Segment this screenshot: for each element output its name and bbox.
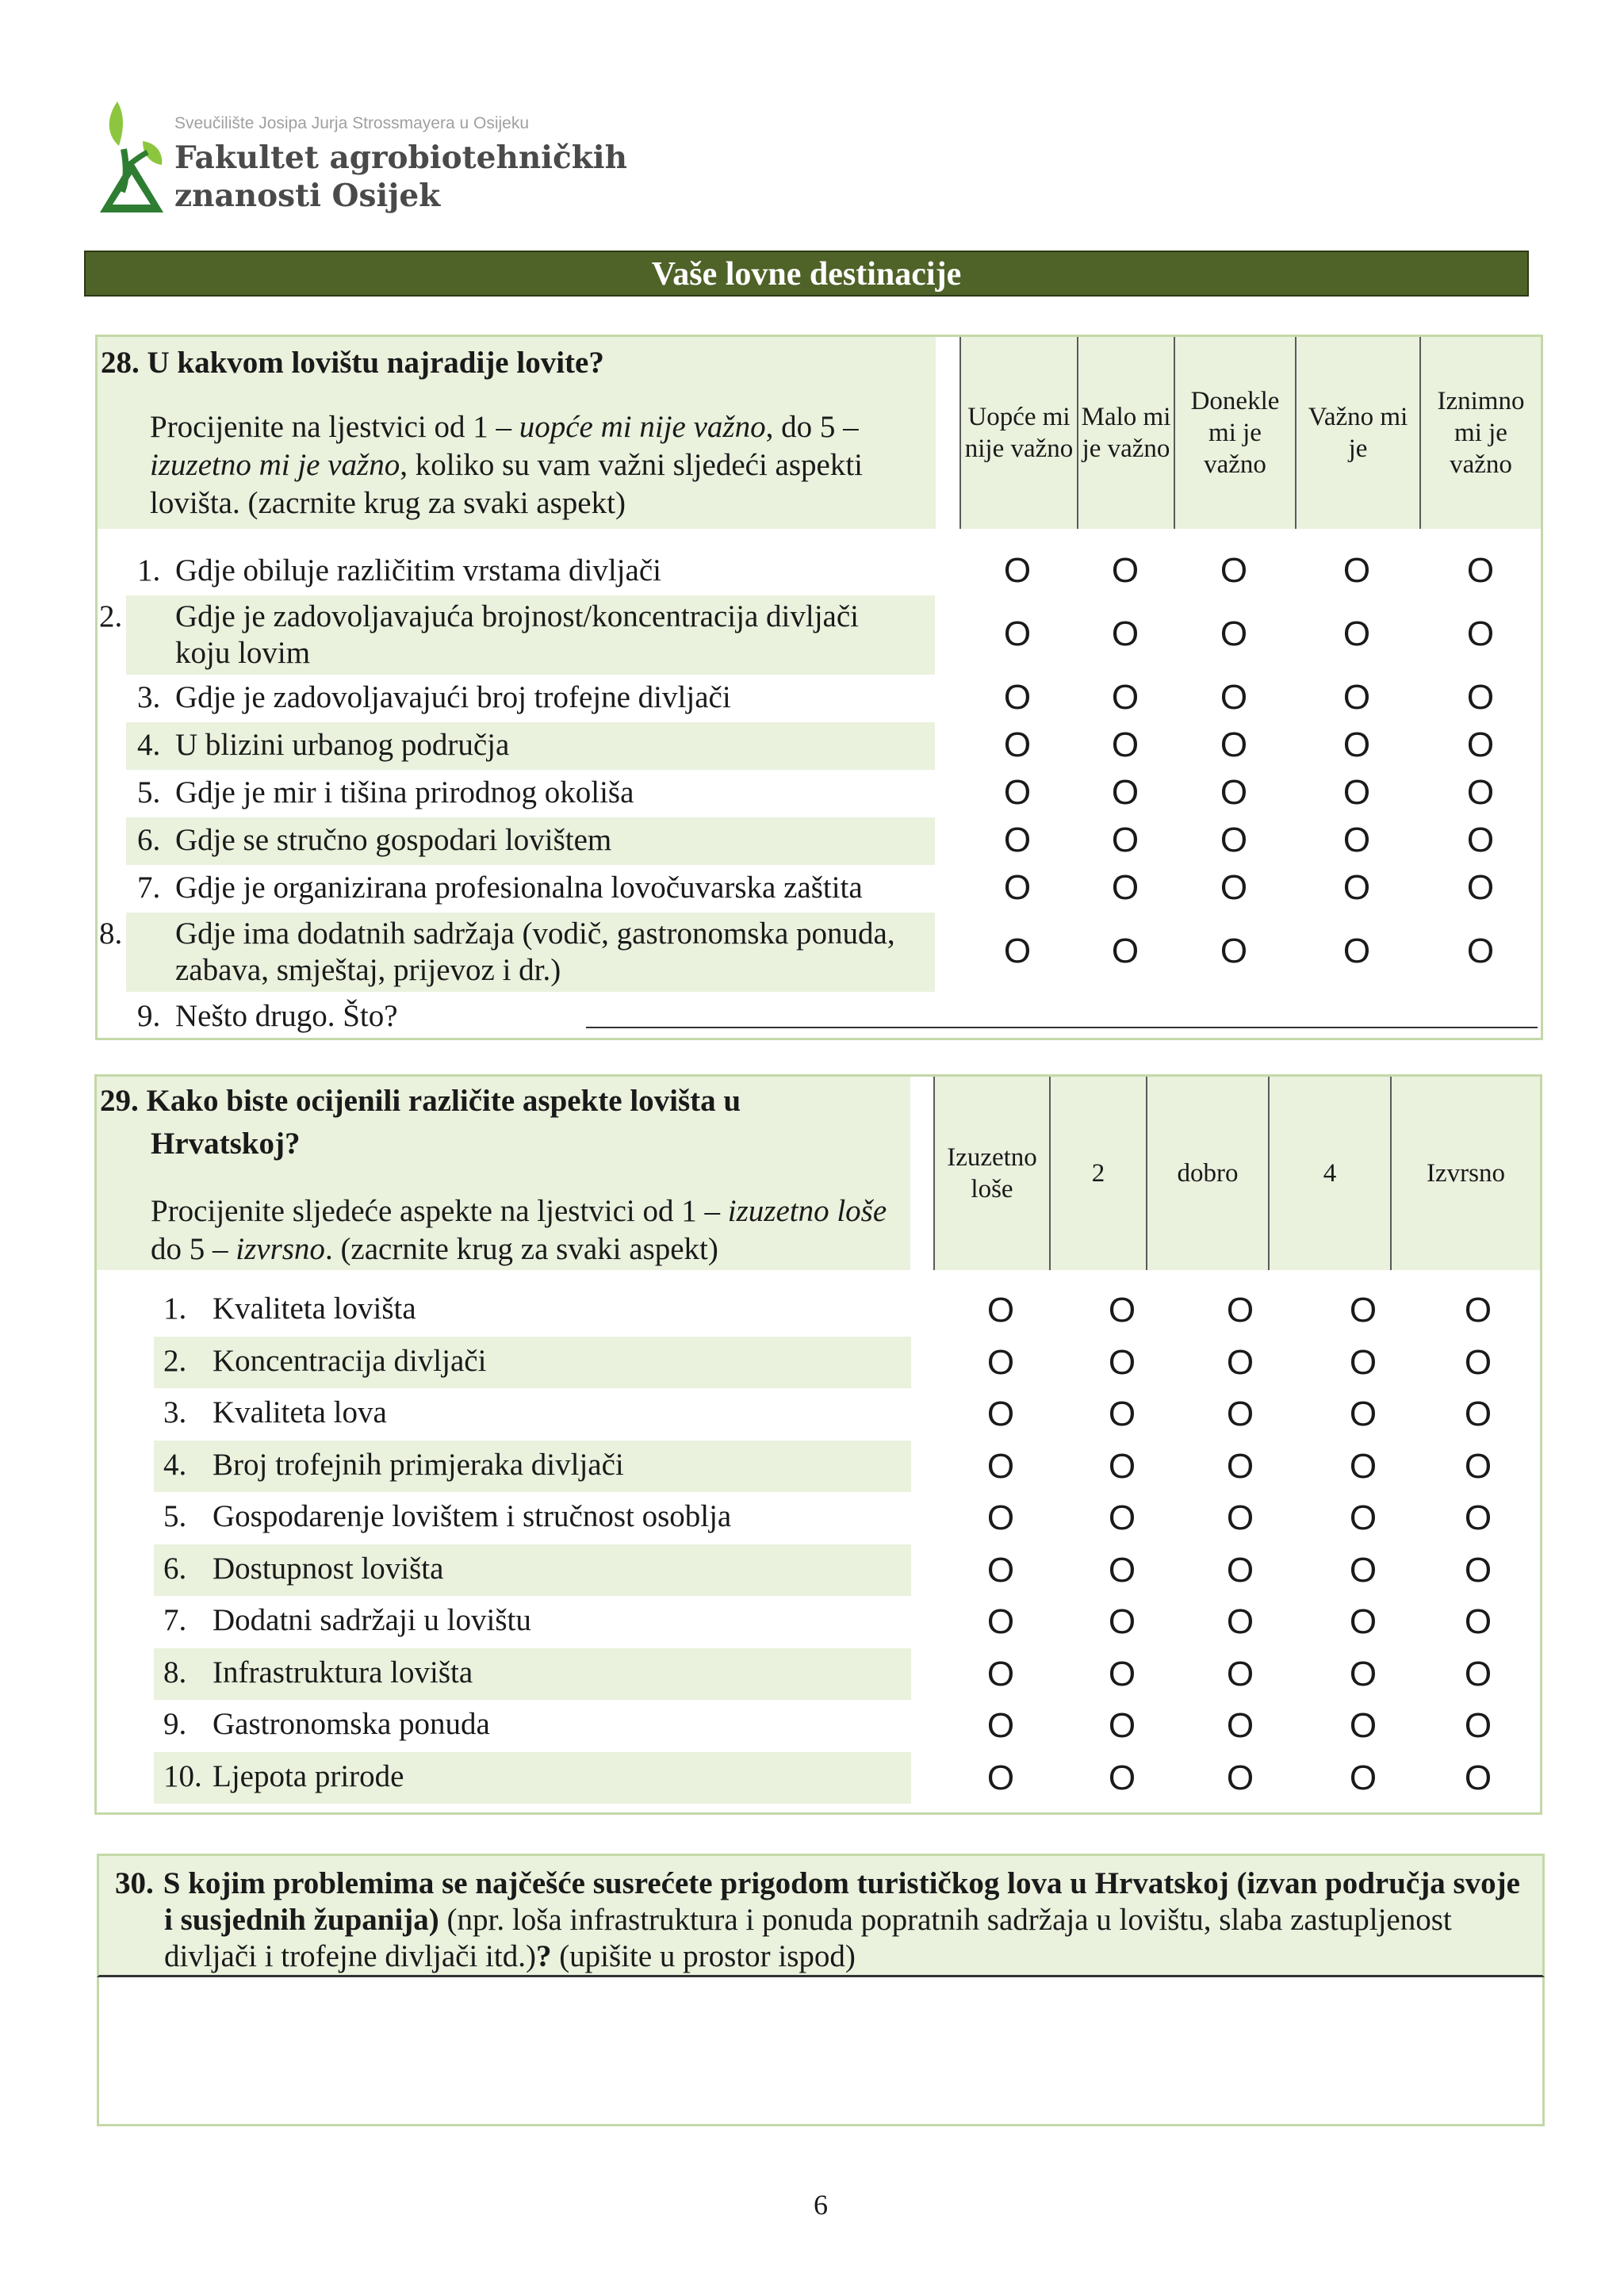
rating-circle[interactable]: O bbox=[1220, 614, 1248, 653]
rating-circle[interactable]: O bbox=[1220, 551, 1248, 590]
rating-circle[interactable]: O bbox=[1003, 773, 1032, 812]
question-30-answer-area[interactable] bbox=[97, 1977, 1545, 2126]
q29-row bbox=[154, 1700, 911, 1752]
rating-circle[interactable]: O bbox=[1466, 773, 1495, 812]
rating-circle[interactable]: O bbox=[1349, 1395, 1377, 1433]
question-29 bbox=[94, 1074, 1542, 1815]
q28-scale-5: Iznimno mi je važno bbox=[1419, 337, 1541, 529]
rating-circle[interactable]: O bbox=[1342, 932, 1371, 970]
rating-circle[interactable]: O bbox=[986, 1342, 1015, 1382]
faculty-logo bbox=[95, 94, 627, 220]
rating-circle[interactable]: O bbox=[1003, 614, 1032, 653]
rating-circle[interactable]: O bbox=[1003, 932, 1032, 970]
q29-row-label: 1. Kvaliteta lovišta bbox=[163, 1292, 416, 1326]
question-29-title-line-2: Hrvatskoj? bbox=[151, 1127, 301, 1161]
leaf-logo-icon bbox=[95, 94, 167, 219]
rating-circle[interactable]: O bbox=[1464, 1758, 1492, 1797]
rating-circle[interactable]: O bbox=[1466, 678, 1495, 717]
rating-circle[interactable]: O bbox=[1464, 1602, 1492, 1641]
university-name: Sveučilište Josipa Jurja Strossmayera u Osijeku bbox=[174, 114, 530, 132]
rating-circle[interactable]: O bbox=[1342, 868, 1371, 907]
rating-circle[interactable]: O bbox=[1466, 821, 1495, 859]
rating-circle[interactable]: O bbox=[1349, 1654, 1377, 1693]
q29-row bbox=[154, 1388, 911, 1441]
q29-row-label: 3. Kvaliteta lova bbox=[163, 1395, 387, 1429]
rating-circle[interactable]: O bbox=[1003, 551, 1032, 590]
q29-scale-3: dobro bbox=[1146, 1077, 1268, 1270]
rating-circle[interactable]: O bbox=[1464, 1654, 1492, 1693]
rating-circle[interactable]: O bbox=[1003, 868, 1032, 907]
rating-circle[interactable]: O bbox=[986, 1446, 1015, 1486]
q29-row bbox=[154, 1596, 911, 1648]
rating-circle[interactable]: O bbox=[1226, 1498, 1254, 1537]
rating-circle[interactable]: O bbox=[1349, 1342, 1377, 1382]
rating-circle[interactable]: O bbox=[1111, 868, 1139, 907]
rating-circle[interactable]: O bbox=[986, 1395, 1015, 1433]
rating-circle[interactable]: O bbox=[1226, 1446, 1254, 1486]
question-30 bbox=[97, 1854, 1545, 1977]
rating-circle[interactable]: O bbox=[1464, 1342, 1492, 1382]
rating-circle[interactable]: O bbox=[1466, 932, 1495, 970]
rating-circle[interactable]: O bbox=[1108, 1758, 1136, 1797]
rating-circle[interactable]: O bbox=[1342, 551, 1371, 590]
rating-circle[interactable]: O bbox=[1466, 725, 1495, 764]
faculty-name-line-1: Fakultet agrobiotehničkih bbox=[174, 140, 627, 176]
q29-row bbox=[154, 1441, 911, 1493]
rating-circle[interactable]: O bbox=[986, 1706, 1015, 1745]
q29-row-label: 6. Dostupnost lovišta bbox=[163, 1551, 444, 1586]
rating-circle[interactable]: O bbox=[1226, 1758, 1254, 1797]
question-28-title: 28. U kakvom lovištu najradije lovite? bbox=[101, 346, 604, 380]
rating-circle[interactable]: O bbox=[1226, 1342, 1254, 1382]
rating-circle[interactable]: O bbox=[1342, 678, 1371, 717]
rating-circle[interactable]: O bbox=[1111, 932, 1139, 970]
q29-row-label: 4. Broj trofejnih primjeraka divljači bbox=[163, 1447, 624, 1482]
rating-circle[interactable]: O bbox=[1220, 725, 1248, 764]
q28-row-label: 6. Gdje se stručno gospodari lovištem bbox=[137, 823, 612, 857]
question-30-text: 30. S kojim problemima se najčešće susrećete prigodom turističkog lova u Hrvatskoj (izvan područja svoje i susjednih županija) (npr. loša infrastruktura i ponuda popratnih sadržaja u lovištu, slaba zastupljenost divljači i trofejne divljači itd.)? (upišite u prostor ispod) bbox=[115, 1866, 1520, 1973]
rating-circle[interactable]: O bbox=[1226, 1550, 1254, 1590]
q29-row bbox=[154, 1492, 911, 1544]
rating-circle[interactable]: O bbox=[1342, 725, 1371, 764]
q29-row-label: 7. Dodatni sadržaji u lovištu bbox=[163, 1603, 531, 1637]
q28-row-label: 5. Gdje je mir i tišina prirodnog okoliša bbox=[137, 775, 634, 809]
rating-circle[interactable]: O bbox=[1111, 678, 1139, 717]
q29-row-label: 10. Ljepota prirode bbox=[163, 1758, 404, 1793]
q29-row bbox=[154, 1544, 911, 1597]
rating-circle[interactable]: O bbox=[1108, 1706, 1136, 1745]
rating-circle[interactable]: O bbox=[1349, 1602, 1377, 1641]
question-28-instruction: Procijenite na ljestvici od 1 – uopće mi nije važno, do 5 – izuzetno mi je važno, koliko su vam važni sljedeći aspekti lovišta. (zacrnite krug za svaki aspekt) bbox=[150, 410, 863, 520]
section-title: Vaše lovne destinacije bbox=[84, 251, 1529, 297]
q28-scale-2: Malo mi je važno bbox=[1077, 337, 1174, 529]
rating-circle[interactable]: O bbox=[1226, 1291, 1254, 1330]
rating-circle[interactable]: O bbox=[1464, 1550, 1492, 1590]
rating-circle[interactable]: O bbox=[1111, 821, 1139, 859]
rating-circle[interactable]: O bbox=[1349, 1446, 1377, 1486]
q29-row-label: 5. Gospodarenje lovištem i stručnost osoblja bbox=[163, 1499, 732, 1533]
q28-row-label: 1. Gdje obiluje različitim vrstama divljači bbox=[137, 553, 661, 587]
q29-row bbox=[154, 1284, 911, 1337]
q29-row bbox=[154, 1648, 911, 1701]
q29-scale-2: 2 bbox=[1049, 1077, 1146, 1270]
q29-row-label: 2. Koncentracija divljači bbox=[163, 1343, 487, 1378]
rating-circle[interactable]: O bbox=[1342, 614, 1371, 653]
q28-row-label: 4. U blizini urbanog područja bbox=[137, 728, 510, 762]
q28-scale-1: Uopće mi nije važno bbox=[959, 337, 1077, 529]
rating-circle[interactable]: O bbox=[1108, 1602, 1136, 1641]
rating-circle[interactable]: O bbox=[1220, 678, 1248, 717]
rating-circle[interactable]: O bbox=[986, 1498, 1015, 1537]
rating-circle[interactable]: O bbox=[1226, 1654, 1254, 1693]
question-29-title-line-1: 29. Kako biste ocijenili različite aspekte lovišta u bbox=[100, 1084, 741, 1118]
q29-row-label: 8. Infrastruktura lovišta bbox=[163, 1655, 473, 1689]
q29-scale-1: Izuzetno loše bbox=[933, 1077, 1049, 1270]
rating-circle[interactable]: O bbox=[1466, 868, 1495, 907]
rating-circle[interactable]: O bbox=[1466, 551, 1495, 590]
rating-circle[interactable]: O bbox=[1108, 1654, 1136, 1693]
rating-circle[interactable]: O bbox=[1003, 821, 1032, 859]
rating-circle[interactable]: O bbox=[1464, 1706, 1492, 1745]
q29-scale-4: 4 bbox=[1268, 1077, 1390, 1270]
q28-answer-grid bbox=[98, 337, 1545, 1043]
rating-circle[interactable]: O bbox=[1108, 1498, 1136, 1537]
q29-scale-5: Izvrsno bbox=[1390, 1077, 1540, 1270]
question-28 bbox=[95, 335, 1543, 1040]
q29-rows bbox=[97, 1077, 1545, 1817]
rating-circle[interactable]: O bbox=[1108, 1342, 1136, 1382]
rating-circle[interactable]: O bbox=[1220, 773, 1248, 812]
rating-circle[interactable]: O bbox=[1108, 1291, 1136, 1330]
q29-row-label: 9. Gastronomska ponuda bbox=[163, 1707, 490, 1741]
q28-row-label: 7. Gdje je organizirana profesionalna lovočuvarska zaštita bbox=[137, 871, 863, 905]
page-number: 6 bbox=[814, 2189, 828, 2221]
rating-circle[interactable]: O bbox=[986, 1291, 1015, 1330]
rating-circle[interactable]: O bbox=[1111, 773, 1139, 812]
rating-circle[interactable]: O bbox=[1226, 1395, 1254, 1433]
q28-row-label: 3. Gdje je zadovoljavajući broj trofejne divljači bbox=[137, 680, 731, 714]
q28-row-label: 9. Nešto drugo. Što? bbox=[137, 999, 398, 1033]
rating-circle[interactable]: O bbox=[1464, 1395, 1492, 1433]
question-29-instruction: Procijenite sljedeće aspekte na ljestvici od 1 – izuzetno loše do 5 – izvrsno. (zacrnite krug za svaki aspekt) bbox=[151, 1194, 887, 1266]
rating-circle[interactable]: O bbox=[1220, 868, 1248, 907]
rating-circle[interactable]: O bbox=[1108, 1550, 1136, 1590]
rating-circle[interactable]: O bbox=[1220, 932, 1248, 970]
rating-circle[interactable]: O bbox=[1108, 1395, 1136, 1433]
faculty-name-line-2: znanosti Osijek bbox=[174, 178, 441, 214]
rating-circle[interactable]: O bbox=[1464, 1498, 1492, 1537]
rating-circle[interactable]: O bbox=[1003, 678, 1032, 717]
rating-circle[interactable]: O bbox=[1464, 1446, 1492, 1486]
q28-scale-3: Donekle mi je važno bbox=[1174, 337, 1295, 529]
q29-row bbox=[154, 1337, 911, 1389]
rating-circle[interactable]: O bbox=[986, 1602, 1015, 1641]
rating-circle[interactable]: O bbox=[1108, 1446, 1136, 1486]
rating-circle[interactable]: O bbox=[1226, 1706, 1254, 1745]
rating-circle[interactable]: O bbox=[986, 1550, 1015, 1590]
rating-circle[interactable]: O bbox=[1003, 725, 1032, 764]
rating-circle[interactable]: O bbox=[1111, 551, 1139, 590]
rating-circle[interactable]: O bbox=[1349, 1291, 1377, 1330]
q28-row-label: 8. Gdje ima dodatnih sadržaja (vodič, gastronomska ponuda, zabava, smještaj, prijevoz i dr.) bbox=[99, 916, 895, 987]
rating-circle[interactable]: O bbox=[1342, 821, 1371, 859]
rating-circle[interactable]: O bbox=[986, 1654, 1015, 1693]
q29-row bbox=[154, 1752, 911, 1804]
rating-circle[interactable]: O bbox=[1464, 1291, 1492, 1330]
rating-circle[interactable]: O bbox=[1349, 1706, 1377, 1745]
rating-circle[interactable]: O bbox=[1111, 614, 1139, 653]
rating-circle[interactable]: O bbox=[1342, 773, 1371, 812]
rating-circle[interactable]: O bbox=[1349, 1498, 1377, 1537]
rating-circle[interactable]: O bbox=[1220, 821, 1248, 859]
rating-circle[interactable]: O bbox=[986, 1758, 1015, 1797]
q28-row-label: 2. Gdje je zadovoljavajuća brojnost/koncentracija divljači koju lovim bbox=[99, 599, 859, 670]
rating-circle[interactable]: O bbox=[1226, 1602, 1254, 1641]
rating-circle[interactable]: O bbox=[1111, 725, 1139, 764]
rating-circle[interactable]: O bbox=[1349, 1550, 1377, 1590]
rating-circle[interactable]: O bbox=[1466, 614, 1495, 653]
rating-circle[interactable]: O bbox=[1349, 1758, 1377, 1797]
q28-scale-4: Važno mi je bbox=[1295, 337, 1419, 529]
